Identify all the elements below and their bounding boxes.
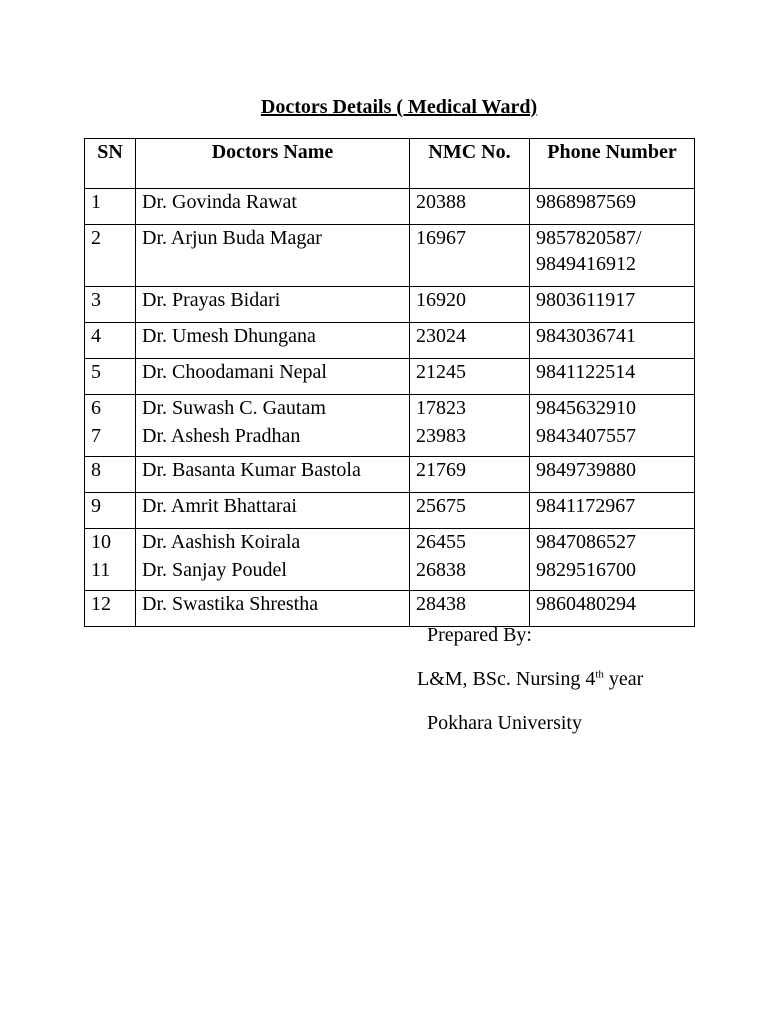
cell-phone: 9841122514	[530, 359, 695, 395]
cell-name: Dr. Umesh Dhungana	[136, 323, 410, 359]
table-header-row	[85, 139, 695, 189]
cell-nmc: 26838	[410, 557, 530, 591]
ordinal-suffix: th	[595, 668, 604, 681]
table-row	[85, 189, 695, 225]
phone-line-2: 9849416912	[536, 253, 636, 275]
preparer-group	[417, 666, 643, 692]
cell-sn: 9	[85, 493, 136, 529]
table-row	[85, 395, 695, 423]
cell-phone: 9841172967	[530, 493, 695, 529]
header-nmc-no: NMC No.	[410, 139, 530, 189]
table-row	[85, 457, 695, 493]
cell-nmc: 23024	[410, 323, 530, 359]
preparer-group-suffix: year	[603, 668, 644, 690]
table-row	[85, 591, 695, 627]
table-row	[85, 423, 695, 457]
cell-sn: 6	[85, 395, 136, 423]
cell-nmc: 25675	[410, 493, 530, 529]
cell-sn: 2	[85, 225, 136, 287]
cell-name: Dr. Amrit Bhattarai	[136, 493, 410, 529]
cell-sn: 8	[85, 457, 136, 493]
cell-name: Dr. Arjun Buda Magar	[136, 225, 410, 287]
cell-name: Dr. Basanta Kumar Bastola	[136, 457, 410, 493]
cell-nmc: 23983	[410, 423, 530, 457]
table-row	[85, 323, 695, 359]
cell-phone: 9843407557	[530, 423, 695, 457]
cell-phone: 9847086527	[530, 529, 695, 557]
doctors-table	[84, 138, 695, 627]
cell-nmc: 17823	[410, 395, 530, 423]
table-row	[85, 287, 695, 323]
cell-sn: 3	[85, 287, 136, 323]
table-row	[85, 359, 695, 395]
table-row	[85, 493, 695, 529]
cell-name: Dr. Swastika Shrestha	[136, 591, 410, 627]
cell-phone: 9843036741	[530, 323, 695, 359]
cell-sn: 1	[85, 189, 136, 225]
prepared-by-label: Prepared By:	[427, 624, 532, 646]
cell-sn: 4	[85, 323, 136, 359]
cell-nmc: 16920	[410, 287, 530, 323]
cell-name: Dr. Suwash C. Gautam	[136, 395, 410, 423]
table-row	[85, 529, 695, 557]
cell-name: Dr. Sanjay Poudel	[136, 557, 410, 591]
cell-phone: 9849739880	[530, 457, 695, 493]
cell-nmc: 20388	[410, 189, 530, 225]
phone-line-1: 9857820587/	[536, 227, 642, 249]
cell-name: Dr. Ashesh Pradhan	[136, 423, 410, 457]
table-row	[85, 225, 695, 287]
cell-phone: 9860480294	[530, 591, 695, 627]
cell-phone: 9868987569	[530, 189, 695, 225]
cell-name: Dr. Govinda Rawat	[136, 189, 410, 225]
cell-name: Dr. Choodamani Nepal	[136, 359, 410, 395]
cell-sn: 5	[85, 359, 136, 395]
document-title: Doctors Details ( Medical Ward)	[260, 96, 538, 118]
cell-sn: 7	[85, 423, 136, 457]
cell-nmc: 16967	[410, 225, 530, 287]
header-doctors-name: Doctors Name	[136, 139, 410, 189]
header-sn: SN	[85, 139, 136, 189]
university-name: Pokhara University	[427, 712, 582, 734]
cell-sn: 10	[85, 529, 136, 557]
cell-name: Dr. Prayas Bidari	[136, 287, 410, 323]
cell-nmc: 21245	[410, 359, 530, 395]
cell-phone	[530, 225, 695, 287]
cell-sn: 12	[85, 591, 136, 627]
table-row	[85, 557, 695, 591]
cell-sn: 11	[85, 557, 136, 591]
cell-name: Dr. Aashish Koirala	[136, 529, 410, 557]
cell-phone: 9803611917	[530, 287, 695, 323]
header-phone-number: Phone Number	[530, 139, 695, 189]
cell-phone: 9845632910	[530, 395, 695, 423]
preparer-group-prefix: L&M, BSc. Nursing 4	[417, 668, 596, 690]
cell-nmc: 26455	[410, 529, 530, 557]
cell-nmc: 28438	[410, 591, 530, 627]
cell-nmc: 21769	[410, 457, 530, 493]
cell-phone: 9829516700	[530, 557, 695, 591]
